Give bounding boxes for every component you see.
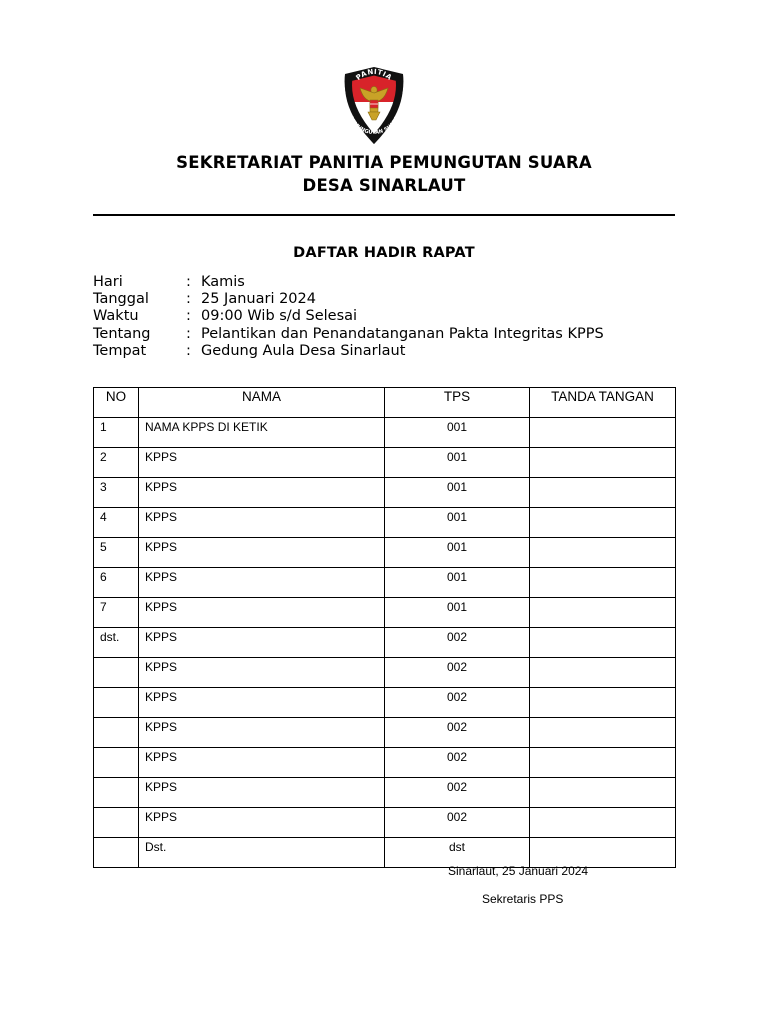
column-header-tanda-tangan: TANDA TANGAN — [530, 388, 676, 418]
cell-tanda-tangan — [530, 448, 676, 478]
info-value: 25 Januari 2024 — [201, 291, 316, 308]
cell-tps: 002 — [385, 658, 530, 688]
cell-tps: 002 — [385, 808, 530, 838]
table-row — [94, 418, 676, 448]
cell-nama: KPPS — [139, 628, 385, 658]
cell-tps: 001 — [385, 448, 530, 478]
table-row — [94, 568, 676, 598]
cell-tps: 002 — [385, 688, 530, 718]
info-value: Pelantikan dan Penandatanganan Pakta Integritas KPPS — [201, 325, 604, 342]
cell-no: 7 — [94, 598, 139, 628]
column-header-no: NO — [94, 388, 139, 418]
cell-nama: KPPS — [139, 448, 385, 478]
cell-tanda-tangan — [530, 508, 676, 538]
cell-nama: KPPS — [139, 748, 385, 778]
signature-role: Sekretaris PPS — [482, 892, 564, 906]
info-colon: : — [186, 291, 191, 308]
cell-no: 2 — [94, 448, 139, 478]
info-colon: : — [186, 308, 191, 325]
cell-no — [94, 688, 139, 718]
cell-no — [94, 748, 139, 778]
info-value: Gedung Aula Desa Sinarlaut — [201, 342, 406, 359]
cell-tps: 002 — [385, 778, 530, 808]
table-row — [94, 508, 676, 538]
cell-tanda-tangan — [530, 838, 676, 868]
cell-tps: 001 — [385, 418, 530, 448]
table-row — [94, 448, 676, 478]
cell-tanda-tangan — [530, 598, 676, 628]
cell-tanda-tangan — [530, 628, 676, 658]
cell-nama: KPPS — [139, 598, 385, 628]
info-label: Tanggal — [93, 291, 149, 308]
attendance-table — [93, 387, 676, 868]
cell-nama: KPPS — [139, 568, 385, 598]
cell-tanda-tangan — [530, 718, 676, 748]
table-header-row — [94, 388, 676, 418]
cell-tanda-tangan — [530, 748, 676, 778]
table-row — [94, 838, 676, 868]
cell-nama: KPPS — [139, 478, 385, 508]
cell-tanda-tangan — [530, 538, 676, 568]
info-label: Hari — [93, 274, 123, 290]
table-row — [94, 778, 676, 808]
cell-no — [94, 658, 139, 688]
cell-nama: KPPS — [139, 658, 385, 688]
table-row — [94, 628, 676, 658]
table-row — [94, 598, 676, 628]
panitia-emblem-logo — [339, 66, 409, 144]
svg-text:PANITIA: PANITIA — [354, 67, 394, 82]
cell-nama: KPPS — [139, 688, 385, 718]
cell-nama: KPPS — [139, 718, 385, 748]
cell-nama: KPPS — [139, 508, 385, 538]
cell-no — [94, 718, 139, 748]
cell-nama: KPPS — [139, 808, 385, 838]
cell-no: 4 — [94, 508, 139, 538]
svg-text:PEMUNGUTAN SUARA: PEMUNGUTAN SUARA — [347, 115, 401, 137]
table-row — [94, 808, 676, 838]
cell-no — [94, 838, 139, 868]
cell-tanda-tangan — [530, 808, 676, 838]
info-label: Tentang — [93, 325, 151, 342]
cell-no: dst. — [94, 628, 139, 658]
info-colon: : — [186, 274, 191, 290]
cell-no: 5 — [94, 538, 139, 568]
cell-tps: 001 — [385, 538, 530, 568]
info-colon: : — [186, 342, 191, 359]
cell-tps: 001 — [385, 598, 530, 628]
column-header-nama: NAMA — [139, 388, 385, 418]
cell-tps: dst — [385, 838, 530, 868]
cell-no: 3 — [94, 478, 139, 508]
signature-place-date: Sinarlaut, 25 Januari 2024 — [448, 864, 589, 878]
info-label: Tempat — [93, 342, 147, 359]
header-divider — [93, 214, 675, 216]
cell-no — [94, 778, 139, 808]
cell-tps: 001 — [385, 478, 530, 508]
cell-tanda-tangan — [530, 418, 676, 448]
cell-no — [94, 808, 139, 838]
table-row — [94, 748, 676, 778]
cell-no: 1 — [94, 418, 139, 448]
document-title: DAFTAR HADIR RAPAT — [293, 245, 475, 261]
secretariat-title: SEKRETARIAT PANITIA PEMUNGUTAN SUARA — [176, 153, 592, 172]
cell-tanda-tangan — [530, 778, 676, 808]
village-title: DESA SINARLAUT — [302, 176, 466, 195]
cell-tps: 002 — [385, 718, 530, 748]
table-row — [94, 538, 676, 568]
table-row — [94, 658, 676, 688]
cell-tanda-tangan — [530, 688, 676, 718]
info-label: Waktu — [93, 308, 139, 325]
cell-nama: Dst. — [139, 838, 385, 868]
cell-nama: KPPS — [139, 778, 385, 808]
cell-tanda-tangan — [530, 658, 676, 688]
column-header-tps: TPS — [385, 388, 530, 418]
table-row — [94, 688, 676, 718]
cell-tps: 002 — [385, 748, 530, 778]
cell-tps: 002 — [385, 628, 530, 658]
cell-no: 6 — [94, 568, 139, 598]
info-value: 09:00 Wib s/d Selesai — [201, 308, 358, 325]
cell-nama: NAMA KPPS DI KETIK — [139, 418, 385, 448]
cell-tanda-tangan — [530, 478, 676, 508]
table-row — [94, 718, 676, 748]
cell-tps: 001 — [385, 568, 530, 598]
cell-tanda-tangan — [530, 568, 676, 598]
info-value: Kamis — [201, 274, 245, 290]
table-row — [94, 478, 676, 508]
cell-tps: 001 — [385, 508, 530, 538]
cell-nama: KPPS — [139, 538, 385, 568]
info-colon: : — [186, 325, 191, 342]
